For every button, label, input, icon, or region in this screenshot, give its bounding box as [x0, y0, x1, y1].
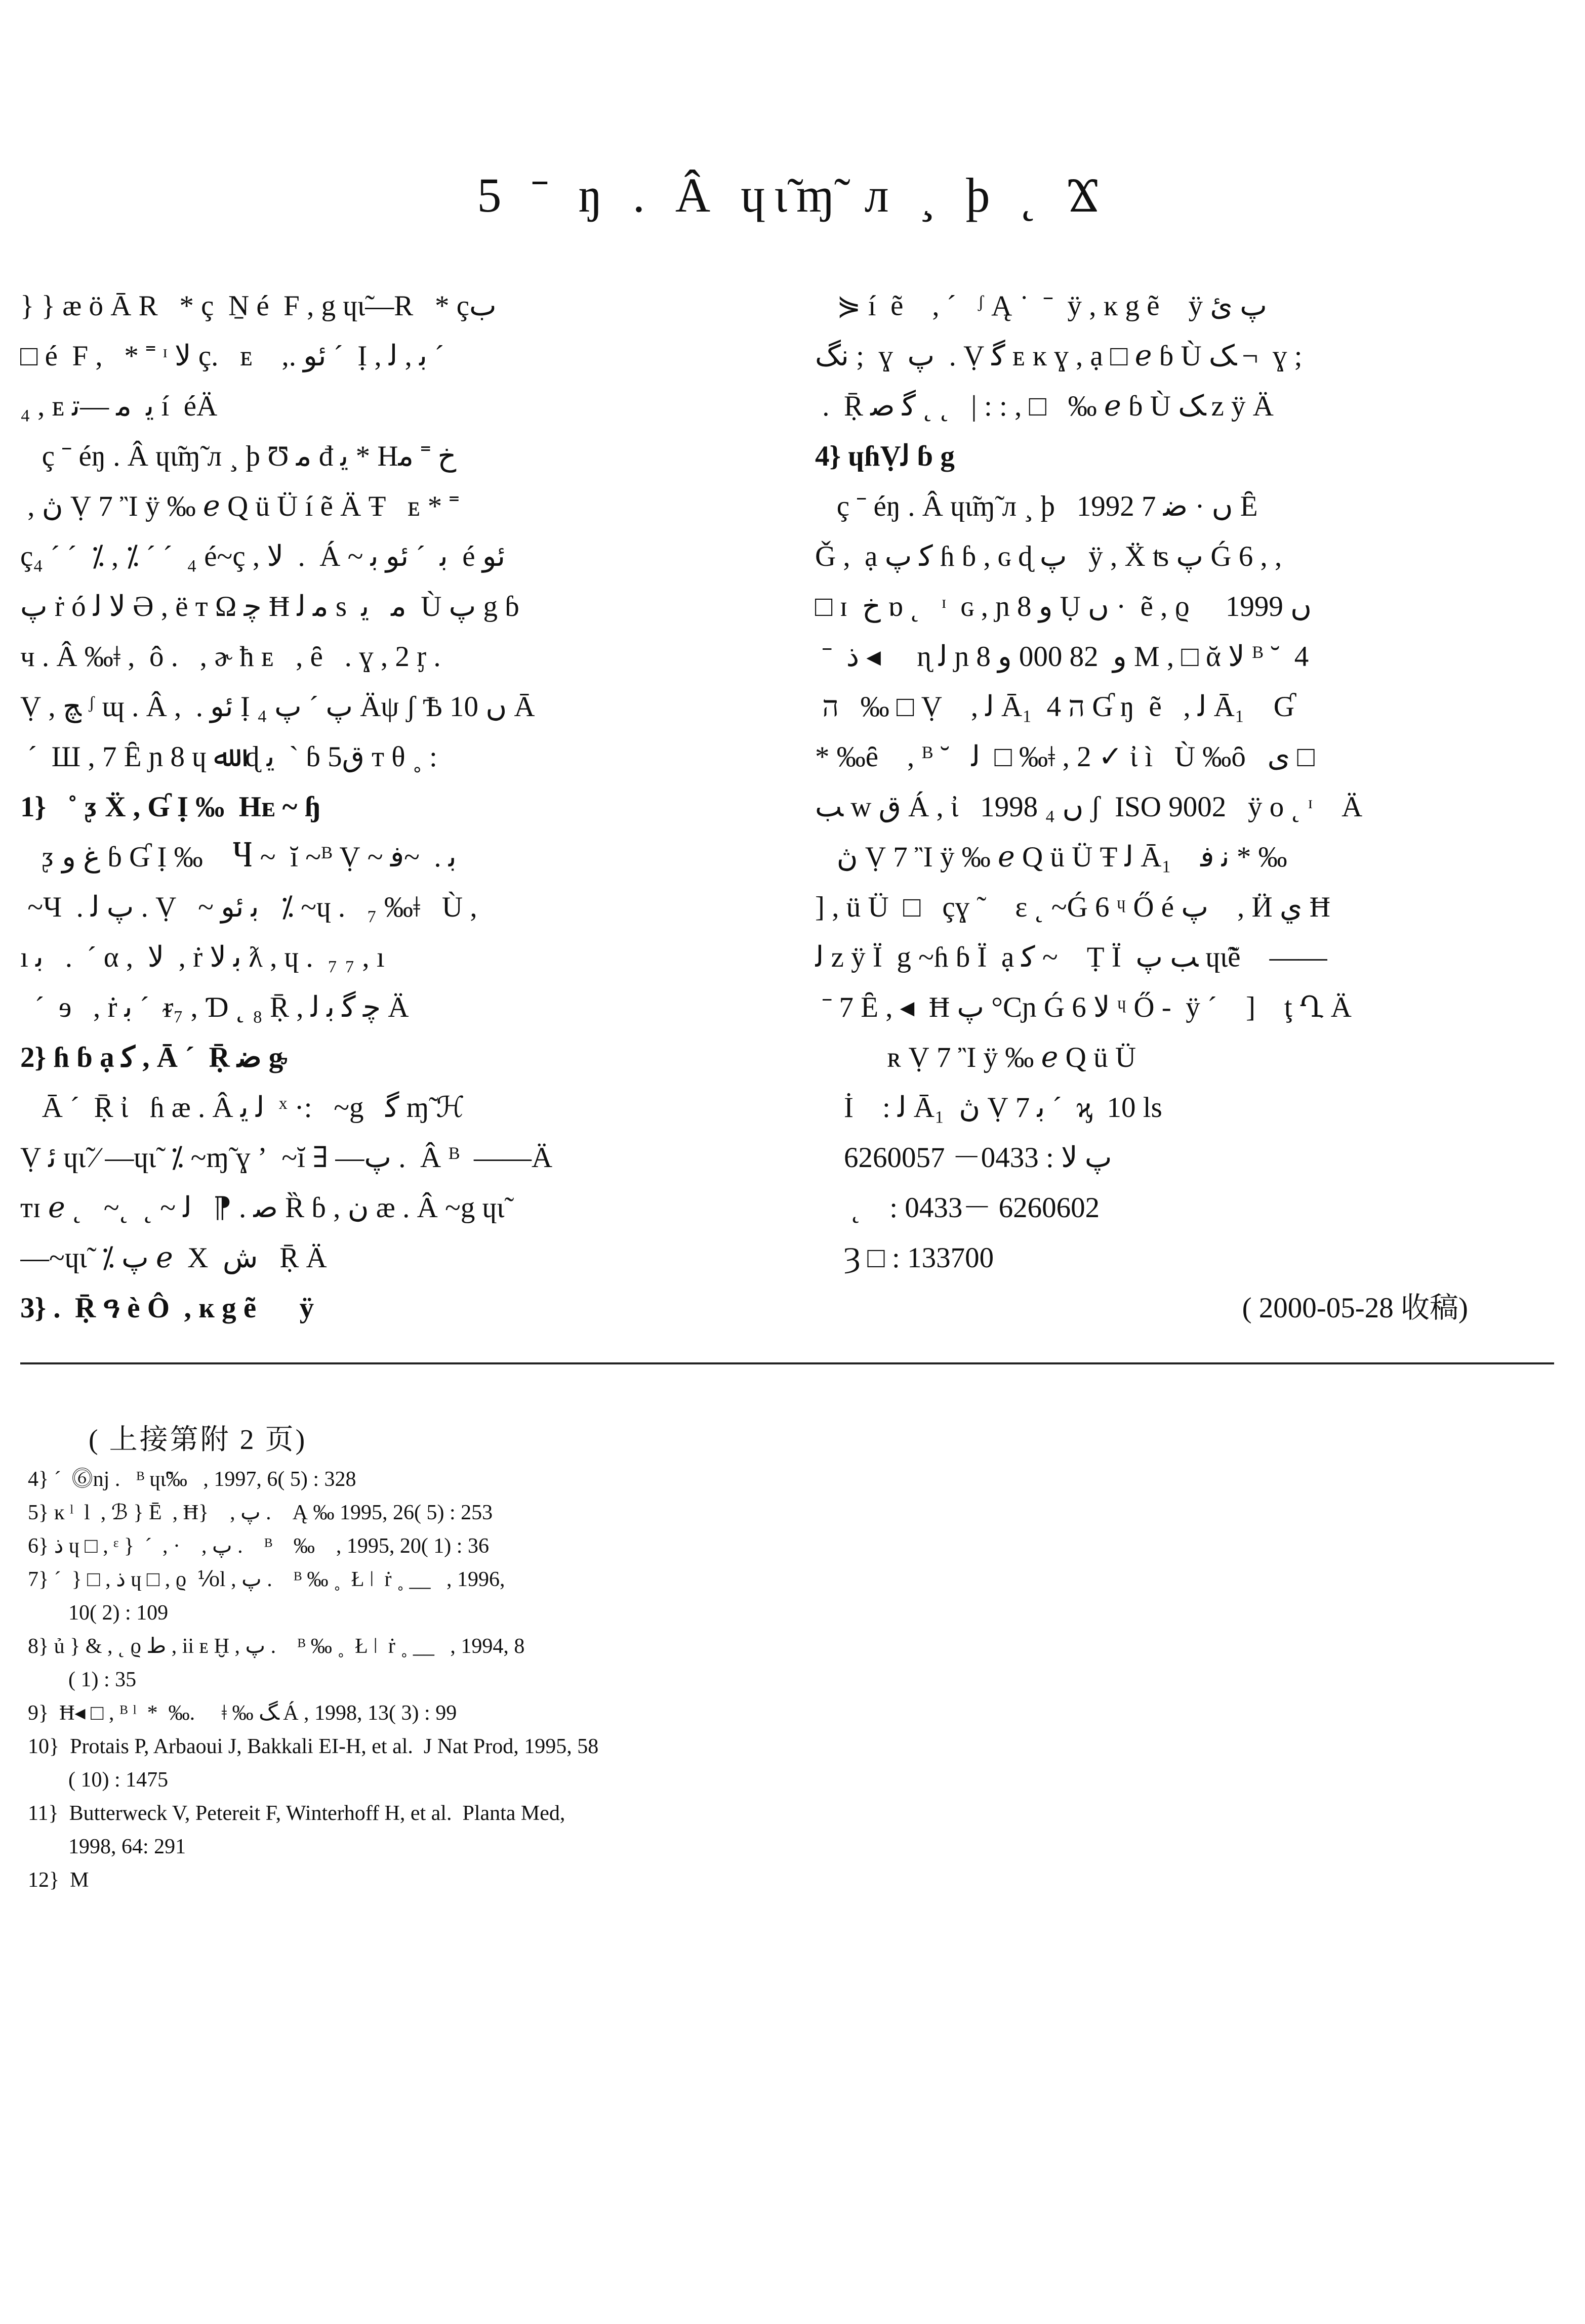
reference-item: 10} Protais P, Arbaoui J, Bakkali EI-H, et al. J Nat Prod, 1995, 58	[28, 1735, 599, 1758]
text-line: ˊ ɘ , ṙ ﺑ ˊ ᵲ₇ , Ɗ ˛ ₈ Ṝ , ﭼ ﮔ ﺑ ﻟ Ä	[20, 991, 409, 1023]
reference-item: 6} ﺫ ɥ □ , ᵋ } ˊ , · , ﭖ . ᴮ ‰ , 1995, 20( 1) : 36	[28, 1534, 489, 1558]
text-line: ᴛɪ ℯ ˛ ~˛ ˛ ~ ﺻ . ⁋ ﻟ Ȑ ɓ , ﻥ æ . Â ~g ɥɩ̃	[20, 1192, 505, 1224]
phone-line: ﭖ ﻻ : 0433－ 6260057	[815, 1142, 1112, 1174]
address-line: İ : ﻟ Ā₁ ڽ Ṿ 7 ﺑ ˊ ϗ 10 ls	[815, 1092, 1162, 1124]
text-line: Ṿ ﺋ ɥɩ̃ ⁄ —ɥɩ̃ ⁒ ~ɱ̃ ɣ ʼ ~ĭ ∃ —ﭖ . Â ᴮ ——Ä	[20, 1142, 553, 1174]
text-line: ﻟ z ÿ Ï g ~ɦ ɓ Ï ạ ﮐ ~ Ṭ Ï ﺐ ﭖ ɥɩ̃ẽ ——	[815, 941, 1327, 973]
text-line: ﻧﮓ ; ɣ ﭖ . Ṿ ﮔ ᴇ ĸ ɣ , ạ □ ℯ ɓ Ù ﮏ ¬ ɣ ;	[815, 340, 1303, 372]
text-line: Ṿ , ﭻ ᶴ ɰ . Â , . ئو Ị ₄ ﭖ ˊ ﭖ Äψ ʃ Ѣ 10 ں Ā	[20, 691, 535, 723]
text-line: ç₄ ˊ ˊ ⁒ , ⁒ ˊ ˊ ₄ é~ç , ﻻ . Á ~ ﺑ ˊ ئو ﺑ é ئو	[20, 541, 506, 572]
reference-item: 5} ĸ ˡ l , ℬ } Ē , Ħ} , ﭖ . Ą ‰ 1995, 26( 5) : 253	[28, 1501, 493, 1524]
reference-continuation: 10( 2) : 109	[68, 1601, 169, 1625]
text-line: □ é F , * ˭ ᶦ ﻻ ç. ᴇ ,. ئو ˊ Ị , ﺑ , ﻟ ˊ	[20, 340, 444, 372]
text-line: ч . Â ‰ǂ , ô . , ɚ ħ ᴇ , ȇ . ɣ , 2 ᶉ .	[20, 641, 441, 673]
text-line: —~ɥɩ̃ ⁒ ﭖ ℯ X ﺵ Ṝ Ä	[20, 1242, 327, 1274]
text-line: ⋟ í ẽ , ˊ ᶴ Ą ˙ ˉ ÿ , ĸ g ẽ ÿ ﭖ ئ	[815, 290, 1267, 322]
postcode-line: Ȝ □ : 133700	[815, 1242, 994, 1274]
text-line: ç ˉ éŋ . Â ɥɩ̃ɱ̃ л ¸ þ 1992 ں · ﺿ 7 Ȇ	[815, 490, 1258, 522]
text-line: ﭖ ṙ ó ﻻ ﻟ Ə , ë ᴛ Ω ﭼ Ħ ﻣ ﻟ s ﻣ ﻳ Ù ﭖ g ɓ	[20, 591, 519, 622]
text-line: , ڽ Ṿ 7 Ἲ ÿ ‰ ℯ Q ü Ü í ẽ Ä Ŧ ᴇ * ˭	[20, 490, 459, 522]
reference-continuation: ( 1) : 35	[68, 1668, 137, 1691]
text-line: . Ṝ ﮔ ﺻ ˛ ˛ | : : , □ ‰ ℯ ɓ Ù ﮏ z ÿ Ä	[815, 390, 1274, 422]
section-divider	[20, 1362, 1554, 1364]
section-heading-1: 1} ˚ ᶚ Ẍ , Ɠ Ị ‰ Hᴇ ~ ɧ	[20, 791, 321, 823]
received-date: ( 2000-05-28 收稿)	[1242, 1292, 1468, 1324]
text-line: ڽ Ṿ 7 Ἲ ÿ ‰ ℯ Q ü Ü Ŧ ﻟ Ā₁ ﻧ ﻓ * ‰	[815, 841, 1287, 873]
text-line: ] , ü Ü □ çɣ ˜ ɛ ˛ ~Ǵ 6 ᶣ Ő é ﭖ , Ӥ ﻱ Ħ	[815, 891, 1330, 923]
text-line: ˉ ﺫ ◂ ɳ ﻟ ɲ 8 ﻭ 82 000 ﻭ M , □ ᾰ ﻻ ᴮ ˘ 4	[815, 641, 1309, 673]
fax-line: ˛ : 0433－ 6260602	[815, 1192, 1100, 1224]
reference-item: 11} Butterweck V, Petereit F, Winterhoff H, et al. Planta Med,	[28, 1802, 565, 1825]
reference-item: 9} Ħ◂ □ , ᴮ ˡ * ‰. ǂ ‰ ﮓ Á , 1998, 13( 3) : 99	[28, 1702, 457, 1725]
section-heading-4: 4} ɥɦṾﻟ ɓ g	[815, 440, 955, 472]
reference-item: 4} ˊ ⓺nj . ᴮ ɥɩ̃‰ , 1997, 6( 5) : 328	[28, 1468, 356, 1491]
reference-item: 12} M	[28, 1869, 89, 1892]
author-affiliation: ʀ Ṿ 7 Ἲ ÿ ‰ ℯ Q ü Ü	[815, 1042, 1136, 1073]
right-column	[815, 281, 1544, 1333]
references-heading: ( 上接第附 2 页)	[89, 1424, 307, 1456]
text-line: ﺐ w ﻕ Á , ἰ 1998 ں ₄ ʃ ISO 9002 ÿ o ˛ ᶦ Ä	[815, 791, 1363, 823]
text-line: ~Ч . ﭖ ﻟ . Ṿ ~ ﺑ ئو ⁒ ~ɥ . ₇ ‰ǂ Ù ,	[20, 891, 477, 923]
text-line: ç ˉ éŋ . Â ɥɩ̃ɱ̃ л ¸ þ Ʊ ﻣ đ ﻳ * Hﺥ ˭ ﻣ	[20, 440, 457, 472]
text-line: ה ‰ □ Ṿ , ﻟ Ā₁ 4 ה Ɠ ŋ ẽ , ﻟ Ā₁ Ɠ	[815, 691, 1294, 723]
text-line: ˉ 7 Ȇ , ◂ Ħ ﭖ °Cɲ Ǵ 6 ﻻ ᶣ Ő - ÿ ˊ ] ţ Ղ Ä	[815, 991, 1352, 1023]
reference-continuation: ( 10) : 1475	[68, 1768, 169, 1792]
section-heading-2: 2} ɦ ɓ ạ ﮐ , Ā ˊ Ṝ ﺿ ᶃ	[20, 1042, 287, 1073]
text-line: * ‰ȇ , ᴮ ˘ ﻟ □ ‰ǂ , 2 ✓ ἰ ì Ù ‰ȏ ى □	[815, 741, 1315, 773]
text-line: ᶚ ﻍ ﻭ ɓ Ɠ Ị ‰ Ⴗ ~ ĭ ~ᴮ Ṿ ~ ﺑ . ~ﻓ	[20, 841, 457, 873]
reference-item: 7} ˊ } □ , ﺫ ɥ □ , ϱ ⅟ol , ﭖ . ᴮ ‰ ˳ Ł ǀ ṙ ˳ __ , 1996,	[28, 1568, 505, 1591]
text-line: ˊ Ш , 7 Ȇ ɲ 8 ɥ ﷲ ɖ ﻳ ˋ ɓ ﻕ5 ᴛ θ ˳ :	[20, 741, 437, 773]
text-line: Ǧ , ạ ﮐ ﭖ ɦ ɓ , ɢ ɖ ﭖ ÿ , Ẍ ʦ ﭖ Ǵ 6 , ,	[815, 541, 1282, 572]
text-line: } } æ ö Ā R * ç Ṉ é F , g ɥɩ̃—R * çب	[20, 290, 497, 322]
text-line: ₄ , ᴇ ﻳ ﻣ —ﺗ í éÄ	[20, 390, 218, 422]
section-heading-3: 3} . Ṝ ዓ è Ô , ĸ g ẽ ÿ	[20, 1292, 314, 1324]
references-section	[28, 1417, 747, 1897]
left-column	[20, 281, 749, 1333]
text-line: ı ﺑ . ˊ α , ﻻ , ṙ ﺑ ﻻ ƛ , ɥ . ₇ ₇ , ı	[20, 941, 385, 973]
text-line: Ā ˊ Ṝ ἰ ɦ æ . Â ﻟ ﻳ ˣ ·: ~g ﮔ ɱ̃ ℋ	[20, 1092, 465, 1124]
text-line: □ ɪ ﺥ ɒ ˛ ᶦ ɢ , ɲ 8 ﻭ Ụ ں · ẽ , ϱ 1999 ں	[815, 591, 1312, 622]
reference-continuation: 1998, 64: 291	[68, 1835, 186, 1858]
page-title: 5 ˉ ŋ . Â ɥɩ̃ɱ̃ л ¸ þ ˛ Ϫ	[477, 168, 1108, 222]
reference-item: 8} ủ } & , ˛ ϱ ﻁ , ii ᴇ Ḫ , ﭖ . ᴮ ‰ ˳ Ł ǀ ṙ ˳ __ , 1994, 8	[28, 1635, 525, 1658]
